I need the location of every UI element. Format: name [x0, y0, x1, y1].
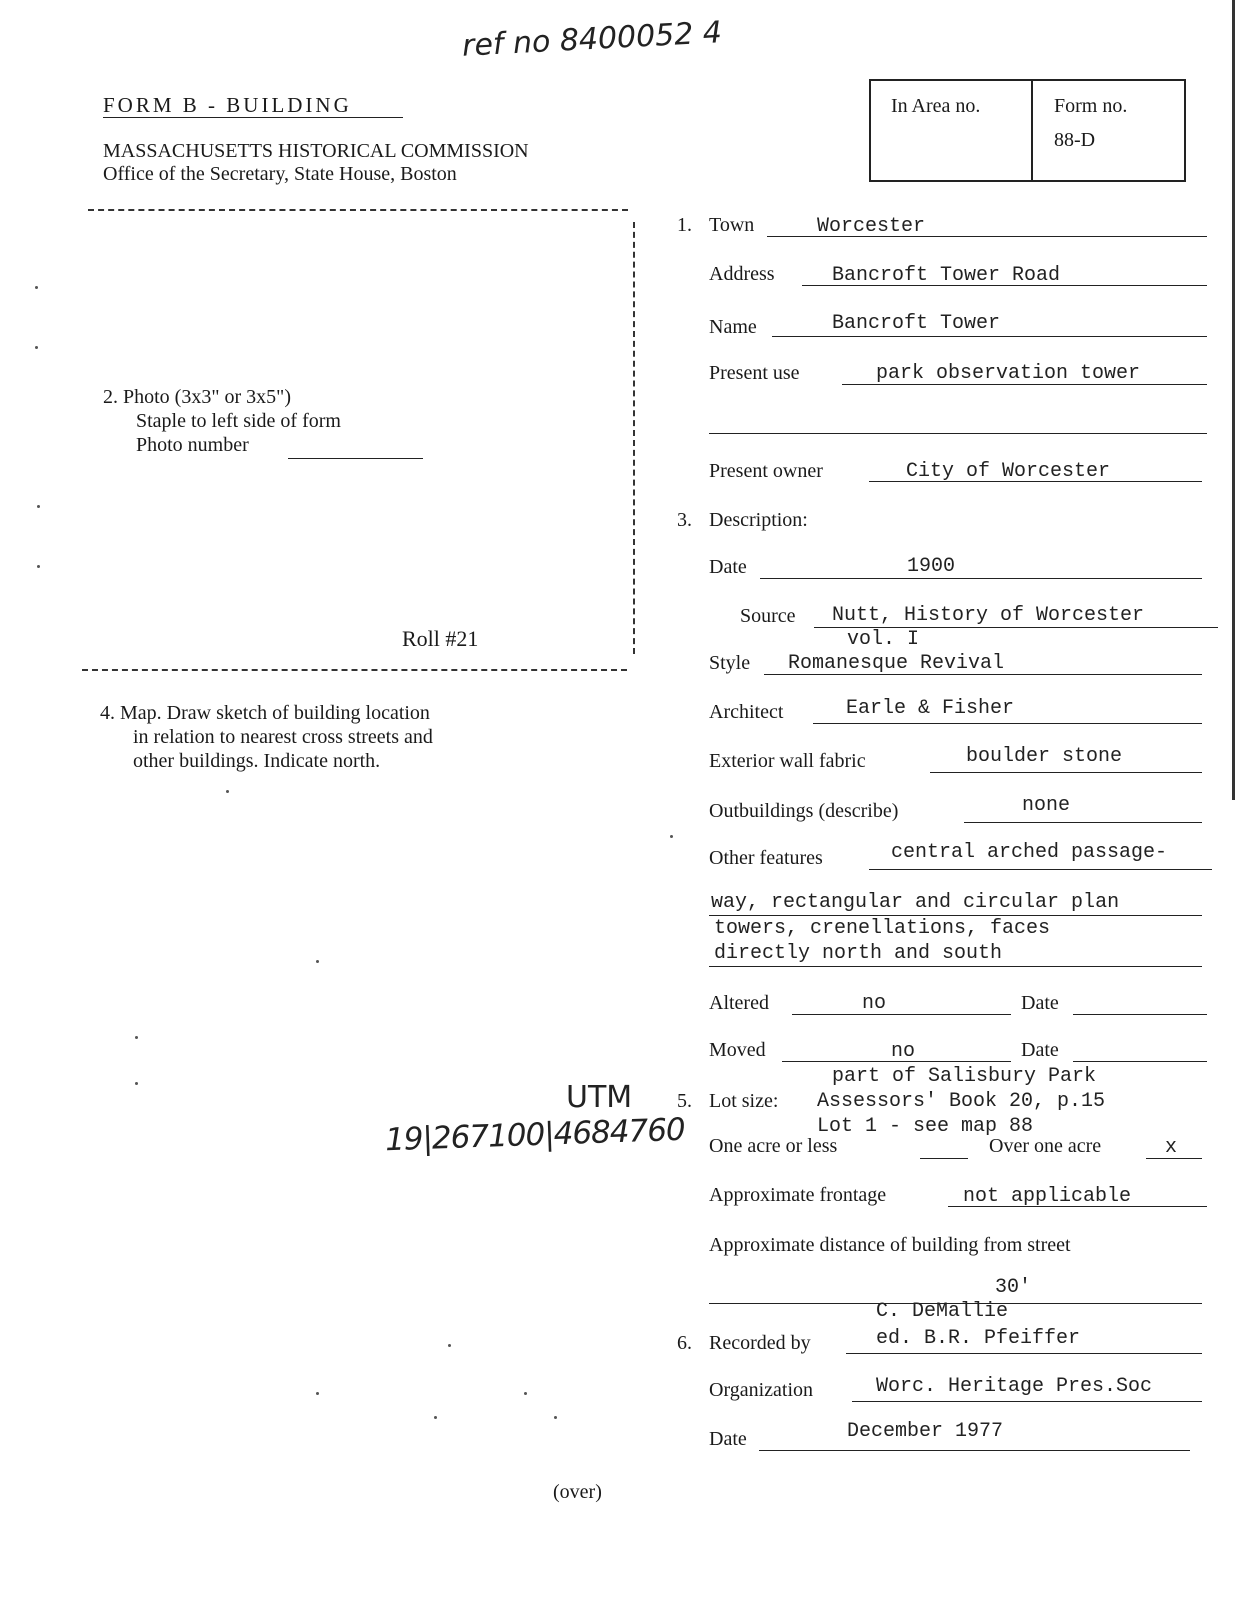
form-no-label: Form no.	[1054, 95, 1128, 117]
section-3-number: 3.	[677, 509, 692, 531]
scan-speck	[316, 1392, 319, 1395]
acre-over-value: x	[1165, 1136, 1178, 1159]
altered-date-label: Date	[1021, 992, 1059, 1014]
scan-speck	[226, 790, 229, 793]
scan-speck	[448, 1344, 451, 1347]
scan-speck	[524, 1392, 527, 1395]
outbuildings-label: Outbuildings (describe)	[709, 800, 899, 822]
photo-number-label: Photo number	[136, 434, 249, 456]
acre-over-label: Over one acre	[989, 1135, 1102, 1157]
moved-date-label: Date	[1021, 1039, 1059, 1061]
scan-speck	[37, 565, 40, 568]
town-label: Town	[709, 214, 755, 236]
utm-value: 19|267100|4684760	[384, 1111, 686, 1159]
date-value: 1900	[907, 555, 956, 578]
lot-size-label: Lot size:	[709, 1090, 779, 1112]
distance-label: Approximate distance of building from street	[709, 1234, 1071, 1256]
scan-speck	[135, 1036, 138, 1039]
altered-label: Altered	[709, 992, 769, 1014]
utm-label: UTM	[566, 1080, 633, 1115]
other-features-value-4: directly north and south	[714, 942, 1003, 965]
frontage-label: Approximate frontage	[709, 1184, 887, 1206]
record-date-value: December 1977	[847, 1420, 1004, 1443]
source-value: Nutt, History of Worcester	[832, 604, 1145, 627]
architect-field[interactable]	[813, 723, 1202, 724]
frontage-value: not applicable	[963, 1185, 1132, 1208]
section-6-number: 6.	[677, 1332, 692, 1354]
over-note: (over)	[553, 1481, 602, 1503]
recorded-by-field[interactable]	[846, 1353, 1202, 1354]
other-features-value-3: towers, crenellations, faces	[714, 917, 1051, 940]
altered-date-field[interactable]	[1073, 1014, 1207, 1015]
roll-number: Roll #21	[402, 626, 479, 651]
scan-speck	[37, 505, 40, 508]
name-value: Bancroft Tower	[832, 312, 1001, 335]
organization-field[interactable]	[852, 1401, 1202, 1402]
architect-label: Architect	[709, 701, 784, 723]
description-label: Description:	[709, 509, 808, 531]
source-label: Source	[740, 605, 796, 627]
box-divider	[1031, 81, 1033, 180]
record-date-field[interactable]	[759, 1450, 1190, 1451]
commission-office: Office of the Secretary, State House, Boston	[103, 163, 457, 185]
address-value: Bancroft Tower Road	[832, 264, 1061, 287]
outbuildings-value: none	[1022, 794, 1071, 817]
other-features-field-line-3[interactable]	[709, 966, 1202, 967]
scan-speck	[554, 1416, 557, 1419]
acre-less-field[interactable]	[920, 1158, 968, 1159]
source-value-continued: vol. I	[847, 628, 920, 651]
section-1-number: 1.	[677, 214, 692, 236]
address-label: Address	[709, 263, 775, 285]
scan-speck	[316, 960, 319, 963]
recorded-by-label: Recorded by	[709, 1332, 811, 1354]
name-label: Name	[709, 316, 757, 338]
photo-instruction-2: Staple to left side of form	[136, 410, 341, 432]
photo-number-field[interactable]	[288, 458, 423, 459]
style-label: Style	[709, 652, 751, 674]
recorded-by-original: C. DeMallie	[876, 1300, 1009, 1323]
photo-area-top-border	[88, 209, 628, 211]
area-label: In Area no.	[891, 95, 981, 117]
map-instruction-1: 4. Map. Draw sketch of building location	[100, 702, 430, 724]
form-title-underline	[103, 117, 403, 118]
present-owner-label: Present owner	[709, 460, 823, 482]
recorded-by-value: ed. B.R. Pfeiffer	[876, 1327, 1081, 1350]
other-features-field-line-2[interactable]	[709, 915, 1202, 916]
moved-label: Moved	[709, 1039, 766, 1061]
form-title: FORM B - BUILDING	[103, 93, 352, 117]
architect-value: Earle & Fisher	[846, 697, 1015, 720]
lot-size-value-1: Assessors' Book 20, p.15	[817, 1090, 1106, 1113]
scan-speck	[670, 835, 673, 838]
present-use-field-line-2[interactable]	[709, 433, 1207, 434]
other-features-label: Other features	[709, 847, 823, 869]
map-instruction-3: other buildings. Indicate north.	[133, 750, 381, 772]
map-instruction-2: in relation to nearest cross streets and	[133, 726, 433, 748]
organization-label: Organization	[709, 1379, 814, 1401]
present-use-value: park observation tower	[876, 362, 1141, 385]
form-no-value[interactable]: 88-D	[1054, 129, 1096, 151]
town-value: Worcester	[817, 215, 926, 238]
photo-area-right-border	[633, 222, 635, 654]
date-field[interactable]	[760, 578, 1202, 579]
moved-value: no	[891, 1040, 916, 1063]
distance-value: 30'	[995, 1276, 1032, 1299]
name-field[interactable]	[772, 336, 1207, 337]
wall-fabric-field[interactable]	[930, 772, 1202, 773]
commission-name: MASSACHUSETTS HISTORICAL COMMISSION	[103, 140, 529, 162]
scan-speck	[135, 1082, 138, 1085]
acre-less-label: One acre or less	[709, 1135, 838, 1157]
present-use-label: Present use	[709, 362, 800, 384]
outbuildings-field[interactable]	[964, 822, 1202, 823]
section-5-number: 5.	[677, 1090, 692, 1112]
wall-fabric-value: boulder stone	[966, 745, 1123, 768]
other-features-field[interactable]	[869, 869, 1212, 870]
scan-speck	[35, 286, 38, 289]
lot-size-note: part of Salisbury Park	[832, 1065, 1097, 1088]
area-form-box	[869, 79, 1186, 182]
scan-speck	[434, 1416, 437, 1419]
other-features-value-1: central arched passage-	[891, 841, 1168, 864]
photo-area-bottom-border	[82, 669, 627, 671]
photo-instruction-1: 2. Photo (3x3" or 3x5")	[103, 386, 291, 408]
other-features-value-2: way, rectangular and circular plan	[711, 891, 1120, 914]
record-date-label: Date	[709, 1428, 747, 1450]
lot-size-value-2: Lot 1 - see map 88	[817, 1115, 1034, 1138]
altered-field[interactable]	[792, 1014, 1011, 1015]
style-value: Romanesque Revival	[788, 652, 1005, 675]
altered-value: no	[862, 992, 887, 1015]
present-owner-value: City of Worcester	[906, 460, 1111, 483]
wall-fabric-label: Exterior wall fabric	[709, 750, 866, 772]
handwritten-reference: ref no 8400052 4	[461, 15, 723, 64]
scan-speck	[35, 346, 38, 349]
date-label: Date	[709, 556, 747, 578]
moved-date-field[interactable]	[1073, 1061, 1207, 1062]
organization-value: Worc. Heritage Pres.Soc	[876, 1375, 1153, 1398]
